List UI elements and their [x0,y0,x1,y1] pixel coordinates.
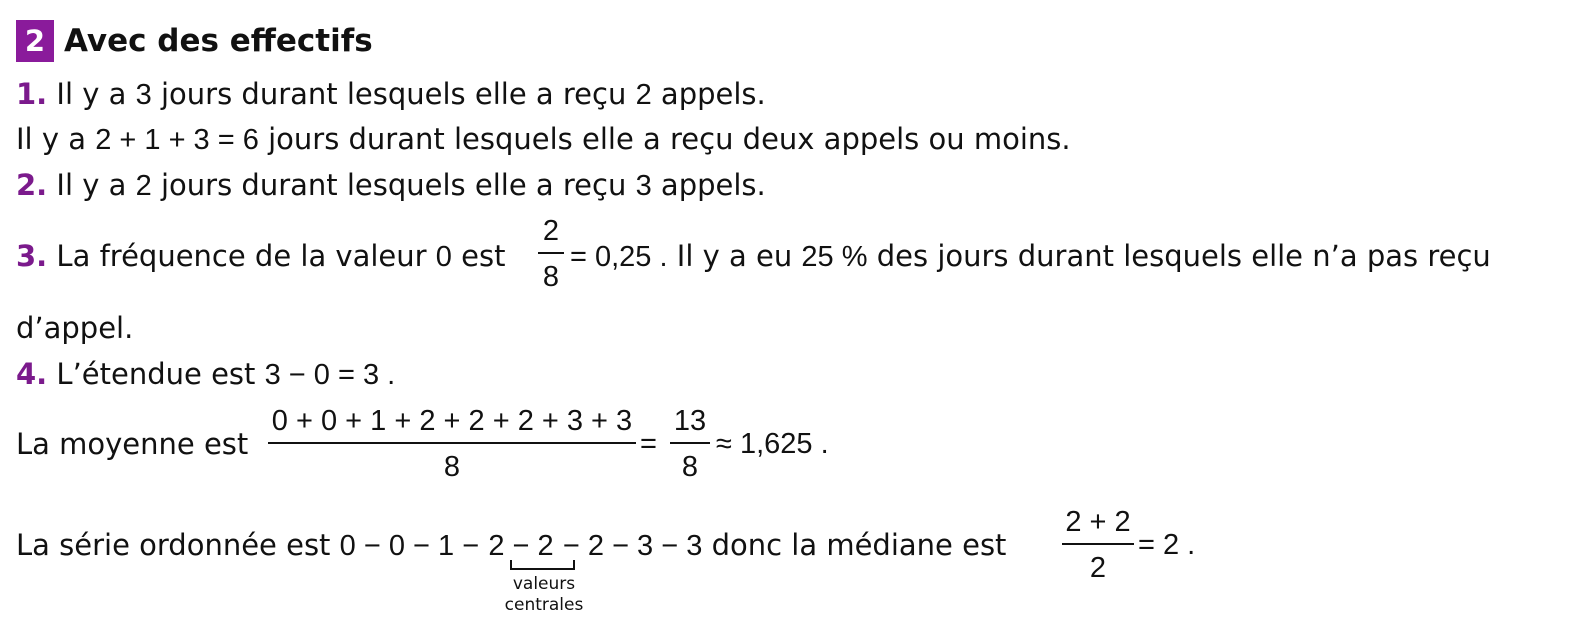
q4-mean-bar [268,442,636,444]
central-values-bracket [508,558,578,572]
q4-mean-equals: = [640,428,657,460]
q2-text-a: Il y a [56,168,127,202]
q4-range-calc: 3 − 0 = 3 . [264,359,396,391]
q1-line2-text-b: jours durant lesquels elle a reçu deux appels ou moins. [268,122,1071,156]
q3-equals: = 0,25 . [570,241,668,273]
q2-line [16,168,766,203]
q3-number: 3. [16,239,48,273]
q1-text-c: jours durant lesquels elle a reçu [160,77,627,111]
q1-value-2: 2 [635,79,652,111]
q3-text-d: Il y a eu [676,239,793,273]
q1-text-e: appels. [660,77,766,111]
q3-percent: 25 % [801,241,868,273]
q4-median-bar [1062,543,1134,545]
q3-text-c: est [461,239,506,273]
q4-line1 [16,357,395,392]
q3-text-f: des jours durant lesquels elle n’a pas reçu [876,239,1491,273]
q4-text-a: L’étendue est [56,357,256,391]
central-values-label-line1: valeurs [512,574,576,594]
q2-number: 2. [16,168,48,202]
q4-median-numerator: 2 + 2 [1065,506,1131,538]
section-title: Avec des effectifs [64,23,373,59]
central-values-label [494,574,594,616]
q4-series-central: 2 − 2 [488,530,554,562]
q1-line1 [16,77,766,112]
q2-text-e: appels. [660,168,766,202]
q4-mean2-numerator: 13 [673,405,707,437]
q3-fraction-bar [538,252,564,254]
q4-mean-label: La moyenne est [16,427,249,461]
q3-line2 [16,311,133,345]
q4-mean2-bar [670,442,710,444]
q4-mean-denominator: 8 [443,451,461,483]
q4-number: 4. [16,357,48,391]
q2-value-2: 2 [135,170,152,202]
q1-line2 [16,122,1071,157]
q4-median-fraction [1062,505,1134,585]
section-number-badge: 2 [16,20,54,62]
q3-text-g: d’appel. [16,311,134,345]
q1-value-3: 3 [135,79,152,111]
q3-text-a: La fréquence de la valeur [56,239,427,273]
q4-series-start: 0 − 0 − 1 − [339,530,480,562]
q4-mean-fraction [268,404,636,484]
q3-fraction-numerator: 2 [542,215,560,247]
q1-number: 1. [16,77,48,111]
q3-line1-right [570,239,1491,274]
q4-median-text: donc la médiane est [711,528,1007,562]
q2-value-3: 3 [635,170,652,202]
q3-fraction [538,214,564,294]
central-values-label-line2: centrales [504,595,584,615]
q4-series-label: La série ordonnée est [16,528,331,562]
q1-text-a: Il y a [56,77,127,111]
q1-line2-sum: 2 + 1 + 3 = 6 [95,124,259,156]
q4-median-denominator: 2 [1089,552,1107,584]
q4-mean2-denominator: 8 [681,451,699,483]
q3-value-0: 0 [435,241,452,273]
q4-mean-approx: ≈ 1,625 . [716,428,829,460]
q4-median-result: = 2 . [1138,529,1196,561]
q1-line2-text-a: Il y a [16,122,86,156]
q2-text-c: jours durant lesquels elle a reçu [160,168,627,202]
q3-line1-left [16,239,505,274]
q4-series-end: − 2 − 3 − 3 [562,530,703,562]
q4-mean-fraction2 [670,404,710,484]
q3-fraction-denominator: 8 [542,261,560,293]
q4-mean-numerator: 0 + 0 + 1 + 2 + 2 + 2 + 3 + 3 [271,405,633,437]
